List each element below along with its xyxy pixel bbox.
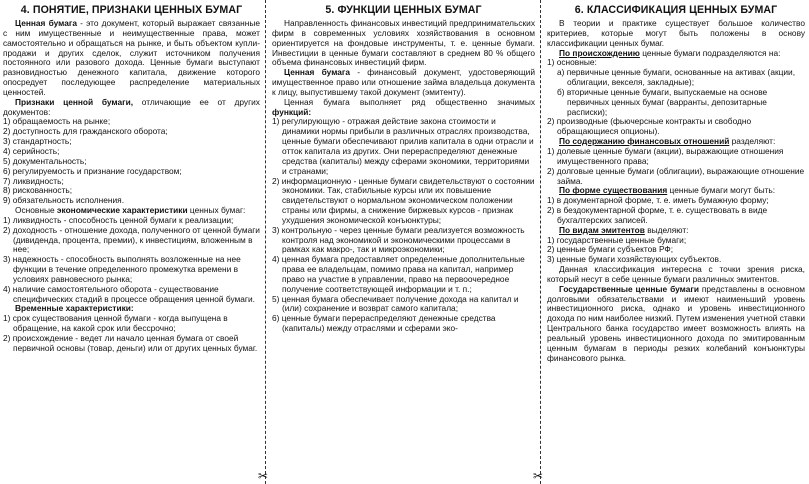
definition-paragraph: Ценная бумага - это документ, который выражает связанные с ним имущественные и неимущественные права, может самостоятельно и обращаться на рынке, и быть объектом купли-продажи и других сделок, служит источником получения постоянного или разового дохода. Ценные бумаги выступают разновидностью денежного капитала, движение которого опосредует последующее распределение материальных ценностей. [3,18,260,97]
list-item: 1) долевые ценные бумаги (акции), выражающие отношения имущественного права; [547,145,784,166]
list-item: 2) доходность - отношение дохода, полученного от ценной бумаги (дивиденда, процента, премии), к инвестициям, вложенным в нее; [3,224,260,255]
definition-paragraph: Ценная бумага - финансовый документ, удостоверяющий имущественное право или отношение займа владельца документа к лицу, выпустившему такой документ (эмитенту). [272,67,535,97]
column-classification [543,0,809,484]
term: Ценная бумага [284,67,351,78]
list-item: 1) обращаемость на рынке; [3,116,111,127]
list-item: 6) регулируемость и признание государством; [3,165,182,176]
section-title: 4. ПОНЯТИЕ, ПРИЗНАКИ ЦЕННЫХ БУМАГ [20,4,243,16]
list-item: 3) стандартность; [3,136,72,147]
list-item: 1) основные: [547,57,597,68]
list-item: 2) происхождение - ведет ли начало ценная бумага от своей первичной основы (товар, деньги) или от других ценных бумаг. [3,333,258,353]
cut-line-right [540,0,541,484]
term: Признаки ценной бумаги, [15,96,134,107]
emitters-intro: По видам эмитентов выделяют: [559,224,689,235]
list-item: 9) обязательность исполнения. [3,195,125,206]
term: По происхождению [559,47,640,58]
column-signs [0,0,264,484]
financial-intro: По содержанию финансовых отношений разделяют: [559,136,776,147]
column-functions [268,0,539,484]
list-item: 4) ценная бумага предоставляет определенные дополнительные права ее владельцам, помимо права на капитал, например право на участие в управлении, право на первоочередное получение соответствующей информации и т. п.; [272,254,525,294]
list-item: 2) доступность для гражданского оборота; [3,126,168,137]
list-item: 2) в бездокументарной форме, т. е. существовать в виде бухгалтерских записей. [547,205,768,225]
list-item: 4) наличие самостоятельного оборота - существование специфических стадий в процессе обращения ценной бумаги. [3,283,255,304]
econ-intro: Основные экономические характеристики ценных бумаг: [15,205,246,216]
term: По видам эмитентов [559,224,645,235]
term: По форме существования [559,185,668,196]
list-item: 2) ценные бумаги субъектов РФ; [547,244,674,255]
list-item: б) вторичные ценные бумаги, выпускаемые на основе первичных ценных бумаг (варранты, депозитарные расписки); [557,86,768,117]
list-item: а) первичные ценные бумаги, основанные на активах (акции, облигации, векселя, закладные); [557,67,796,88]
list-item: 6) ценные бумаги перераспределяют денежные средства (капиталы) между отраслями и сферами эко- [272,313,496,334]
list-item: 5) документальность; [3,155,87,166]
form-intro: По форме существования ценные бумаги могут быть: [559,185,776,196]
list-item: 1) регулирующую - отражая действие закона стоимости и динамики нормы прибыли в различных отраслях производства, ценные бумаги обеспечивают прилив капитала в одни отрасли и отток капитала из других. Они перераспределяют денежные средства (капиталы) между сферами экономики, территориями и странами; [272,116,534,176]
list-item: 5) ценная бумага обеспечивает получение дохода на капитал и (или) сохранение и возврат самого капитала; [272,293,519,314]
risk-paragraph: Данная классификация интересна с точки зрения риска, который несут в себе ценные бумаги различных эмитентов. [547,264,805,284]
term: функций: [272,106,312,117]
cut-line-left [265,0,266,484]
list-item: 2) долговые ценные бумаги (облигации), выражающие отношение займа. [547,165,805,186]
list-item: 3) ценные бумаги хозяйствующих субъектов. [547,254,722,265]
scissors-icon: ✂ [258,469,269,483]
term: По содержанию финансовых отношений [559,136,730,147]
origin-intro: По происхождению ценные бумаги подразделяются на: [559,47,781,58]
functions-intro: Ценная бумага выполняет ряд общественно значимых функций: [272,96,535,117]
signs-intro: Признаки ценной бумаги, отличающие ее от других документов: [3,96,260,117]
term: Государственные ценные бумаги [559,283,699,294]
list-item: 1) ликвидность - способность ценной бумаги к реализации; [3,214,234,225]
scissors-icon: ✂ [533,469,544,483]
section-title: 6. КЛАССИФИКАЦИЯ ЦЕННЫХ БУМАГ [574,4,778,16]
term: Ценная бумага [15,18,77,28]
list-item: 4) серийность; [3,145,60,156]
section-title: 5. ФУНКЦИИ ЦЕННЫХ БУМАГ [325,4,482,16]
term: экономические характеристики [56,205,188,216]
list-item: 3) надежность - способность выполнять возложенные на нее функции в течение определенного промежутка времени в условиях равновесного рынка; [3,254,241,284]
intro-paragraph: Направленность финансовых инвестиций предпринимательских фирм в современных условиях хозяйствования в основном ориентируется на фондовые инструменты, т. е. ценные бумаги. Инвестиции в ценные бумаги составляют в среднем 80 % общего объема финансовых инвестиций фирм. [272,18,535,68]
list-item: 1) в документарной форме, т. е. иметь бумажную форму; [547,195,769,206]
term: Временные характеристики: [15,303,134,314]
list-item: 2) информационную - ценные бумаги свидетельствуют о состоянии экономики. Так, стабильные курсы или их повышение свидетельствуют о нормальном экономическом положении страны или фирмы, а снижение биржевых курсов - признак ухудшения экономической конъюнктуры; [272,175,535,225]
list-item: 1) государственные ценные бумаги; [547,234,687,245]
list-item: 8) рискованность; [3,185,73,196]
list-item: 3) контрольную - через ценные бумаги реализуется возможность контроля над экономикой и экономическими процессами в рамках как макро-, так и микроэкономики; [272,224,525,255]
list-item: 2) производные (фьючерсные контракты и свободно обращающиеся опционы). [547,116,752,137]
list-item: 7) ликвидность; [3,175,64,186]
list-item: 1) срок существования ценной бумаги - когда выпущена в обращение, на какой срок или бессрочно; [3,313,228,334]
intro-paragraph: В теории и практике существует большое количество критериев, которые могут быть положены в основу классификации ценных бумаг. [547,18,805,48]
government-paragraph: Государственные ценные бумаги представлены в основном долговыми обязательствами и имеют наименьший уровень инвестиционного риска, однако и уровень инвестиционного дохода по ним наиболее низкий. Путем изменения учетной ставки Центрального банка государство имеет возможность влиять на реальный уровень инвестиционного дохода по эмитированным ценным бумагам в периоды резких колебаний конъюнктуры финансового рынка. [547,283,805,363]
